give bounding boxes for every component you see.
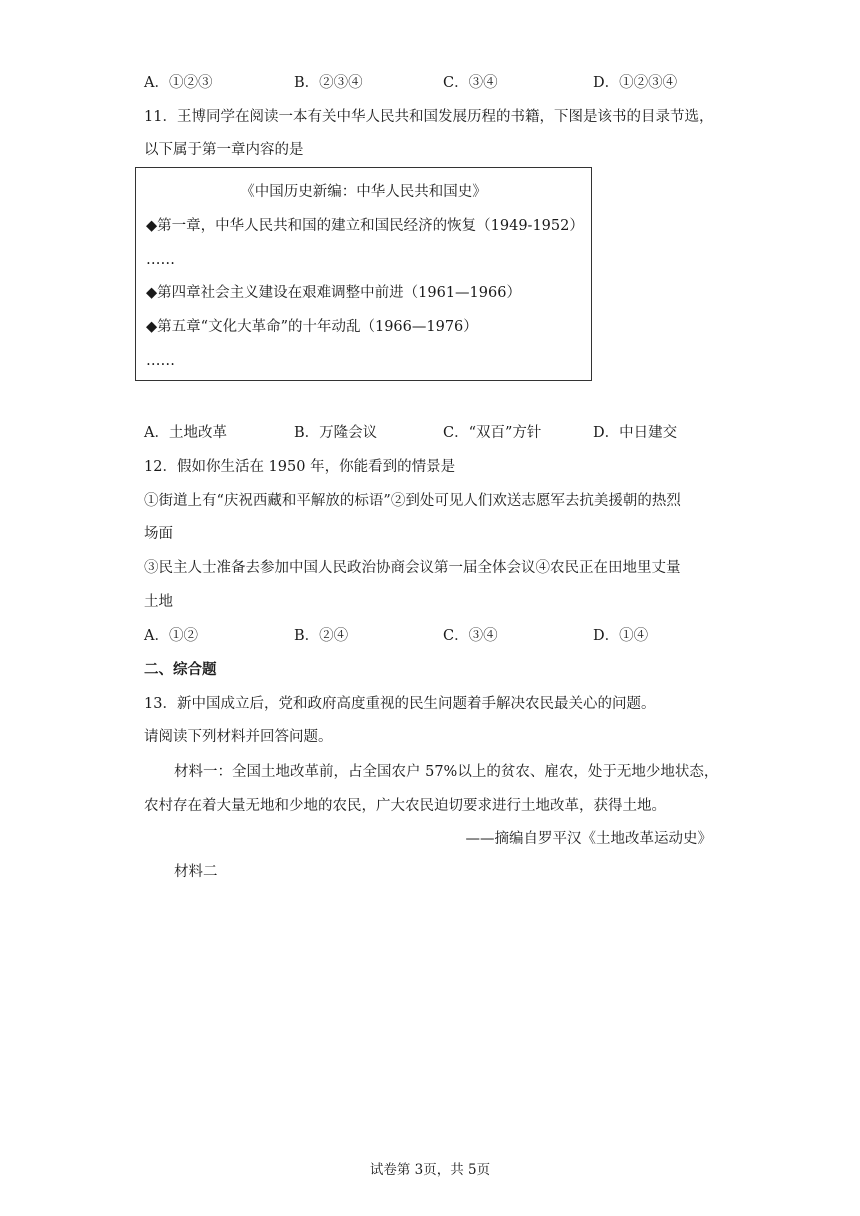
- toc-item: ……: [146, 252, 175, 268]
- q11-option-d: D．中日建交: [593, 425, 678, 441]
- material2-label: 材料二: [174, 864, 218, 880]
- q13-instruction: 请阅读下列材料并回答问题。: [144, 729, 333, 745]
- q11-toc-box: [135, 167, 592, 381]
- q13-stem: 13．新中国成立后，党和政府高度重视的民生问题着手解决农民最关心的问题。: [144, 696, 656, 712]
- q11-stem-line1: 11．王博同学在阅读一本有关中华人民共和国发展历程的书籍，下图是该书的目录节选，: [144, 109, 714, 125]
- material1-source: ——摘编自罗平汉《土地改革运动史》: [465, 831, 712, 847]
- q11-option-c: C．“双百”方针: [443, 425, 542, 441]
- q12-option-a: A．①②: [144, 628, 198, 644]
- q12-statement: 场面: [144, 526, 173, 542]
- toc-item: ……: [146, 353, 175, 369]
- q10-options: [144, 73, 744, 93]
- page-footer: 试卷第 3页，共 5页: [369, 1162, 491, 1178]
- q10-option-a: A．①②③: [144, 75, 213, 91]
- q12-stem: 12．假如你生活在 1950 年，你能看到的情景是: [144, 459, 456, 475]
- q10-option-d: D．①②③④: [593, 75, 678, 91]
- toc-title: 《中国历史新编：中华人民共和国史》: [240, 184, 487, 200]
- material1-line2: 农村存在着大量无地和少地的农民，广大农民迫切要求进行土地改革，获得土地。: [144, 798, 666, 814]
- q11-option-a: A．土地改革: [144, 425, 227, 441]
- q12-statement: 土地: [144, 594, 173, 610]
- q12-options: [144, 626, 744, 646]
- toc-item: ◆第四章社会主义建设在艰难调整中前进（1961—1966）: [146, 285, 521, 301]
- q11-stem-line2: 以下属于第一章内容的是: [144, 142, 304, 158]
- q12-option-d: D．①④: [593, 628, 649, 644]
- q12-option-b: B．②④: [294, 628, 349, 644]
- q12-option-c: C．③④: [443, 628, 498, 644]
- section-title: 二、综合题: [144, 661, 217, 678]
- toc-item: ◆第一章，中华人民共和国的建立和国民经济的恢复（1949-1952）: [146, 218, 584, 234]
- toc-item: ◆第五章“文化大革命”的十年动乱（1966—1976）: [146, 319, 478, 335]
- q12-statement: ③民主人士准备去参加中国人民政治协商会议第一届全体会议④农民正在田地里丈量: [144, 560, 681, 576]
- q10-option-b: B．②③④: [294, 75, 363, 91]
- q10-option-c: C．③④: [443, 75, 498, 91]
- q11-option-b: B．万隆会议: [294, 425, 378, 441]
- q11-options: [144, 423, 744, 443]
- q12-statement: ①街道上有“庆祝西藏和平解放的标语”②到处可见人们欢送志愿军去抗美援朝的热烈: [144, 493, 681, 509]
- material1-line1: 材料一：全国土地改革前，占全国农户 57%以上的贫农、雇农，处于无地少地状态，: [174, 764, 719, 780]
